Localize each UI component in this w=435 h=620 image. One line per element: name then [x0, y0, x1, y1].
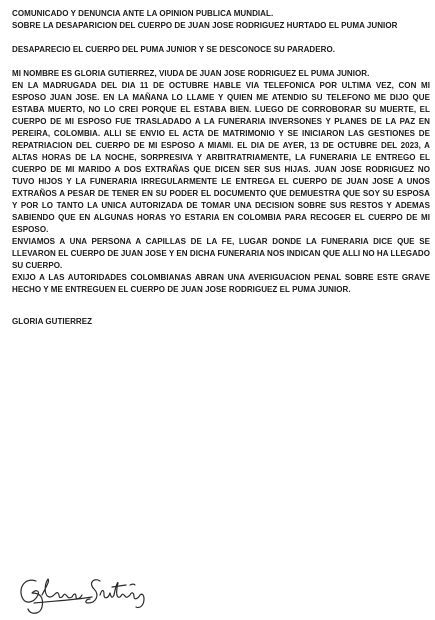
letter-document — [12, 8, 430, 328]
header-line-2: SOBRE LA DESAPARICION DEL CUERPO DE JUAN JOSE RODRIGUEZ HURTADO EL PUMA JUNIOR — [12, 21, 398, 30]
header-line-1: COMUNICADO Y DENUNCIA ANTE LA OPINION PUBLICA MUNDIAL. — [12, 9, 274, 18]
subtitle: DESAPARECIO EL CUERPO DEL PUMA JUNIOR Y SE DESCONOCE SU PARADERO. — [12, 45, 336, 54]
signoff-name: GLORIA GUTIERREZ — [12, 317, 93, 326]
intro-paragraph: MI NOMBRE ES GLORIA GUTIERREZ, VIUDA DE JUAN JOSE RODRIGUEZ EL PUMA JUNIOR. — [12, 69, 370, 78]
body-paragraph-2: ENVIAMOS A UNA PERSONA A CAPILLAS DE LA FE, LUGAR DONDE LA FUNERARIA DICE QUE SE LLEVARON EL CUERPO DE JUAN JOSE Y EN DICHA FUNERARIA NOS INDICAN QUE ALLI NO HA LLEGADO SU CUERPO. — [12, 237, 430, 270]
body-paragraph-3: EXIJO A LAS AUTORIDADES COLOMBIANAS ABRAN UNA AVERIGUACION PENAL SOBRE ESTE GRAVE HECHO Y ME ENTREGUEN EL CUERPO DE JUAN JOSE RODRIGUEZ EL PUMA JUNIOR. — [12, 273, 430, 294]
body-paragraph-1: EN LA MADRUGADA DEL DIA 11 DE OCTUBRE HABLE VIA TELEFONICA POR ULTIMA VEZ, CON MI ESPOSO JUAN JOSE. EN LA MAÑANA LO LLAME Y QUIEN ME ATENDIO SU TELEFONO ME DIJO QUE ESTABA MUERTO, NO LO CREI PORQUE EL ESTABA BIEN. LUEGO DE CORROBORAR SU MUERTE, EL CUERPO DE MI ESPOSO FUE TRASLADADO A LA FUNERARIA INVERSONES Y PLANES DE LA PAZ EN PEREIRA, COLOMBIA. ALLI SE ENVIO EL ACTA DE MATRIMONIO Y SE INICIARON LAS GESTIONES DE REPATRIACION DEL CUERPO DE MI ESPOSO A MIAMI. EL DIA DE AYER, 13 DE OCTUBRE DEL 2023, A ALTAS HORAS DE LA NOCHE, SORPRESIVA Y ARBITRATRIAMENTE, LA FUNERARIA LE ENTREGO EL CUERPO DE MI MARIDO A DOS EXTRAÑAS QUE DICEN SER SUS HIJAS. JUAN JOSE RODRIGUEZ NO TUVO HIJOS Y LA FUNERARIA IRREGULARMENTE LE ENTREGA EL CUERPO DE JUAN JOSE A UNOS EXTRAÑOS A PESAR DE TENER EN SU PODER EL DOCUMENTO QUE DEMUESTRA QUE SOY SU ESPOSA Y POR LO TANTO LA UNICA AUTORIZADA DE TOMAR UNA DECISION SOBRE SUS RESTOS Y ADEMAS SABIENDO QUE EN ALGUNAS HORAS YO ESTARIA EN COLOMBIA PARA RECOGER EL CUERPO DE MI ESPOSO. — [12, 81, 430, 234]
handwritten-signature — [14, 567, 164, 617]
